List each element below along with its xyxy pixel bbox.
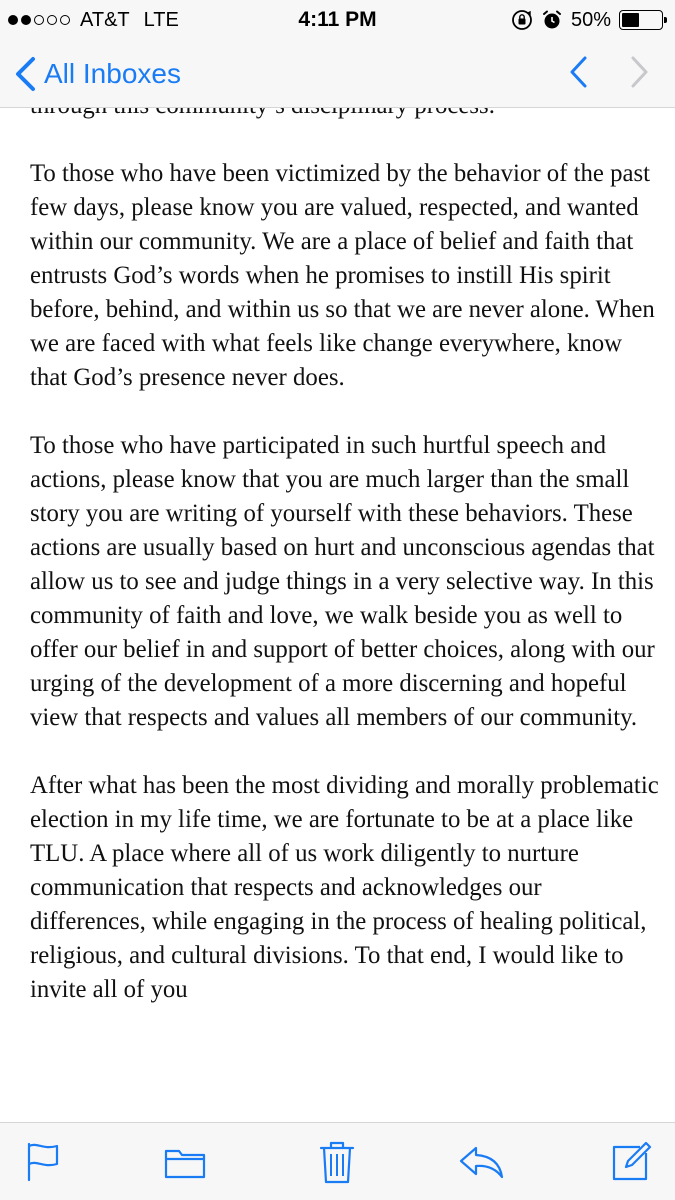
email-paragraph-3: After what has been the most dividing and morally problematic election in my life time, we are fortunate to be at a place like TLU. A place where all of us work diligently to nurture communication that respects and acknowledges our differences, while engaging in the process of healing political, religious, and cultural divisions. To that end, I would like to invite all of you bbox=[30, 772, 659, 1003]
status-bar bbox=[0, 0, 675, 40]
reply-button[interactable] bbox=[456, 1137, 506, 1187]
battery-percent: 50% bbox=[570, 8, 611, 31]
email-body bbox=[0, 108, 675, 1122]
message-navigation bbox=[567, 54, 651, 95]
status-right bbox=[511, 8, 663, 32]
email-content bbox=[30, 89, 660, 1041]
alarm-icon bbox=[541, 9, 563, 31]
compose-icon bbox=[610, 1141, 652, 1183]
compose-button[interactable] bbox=[606, 1137, 656, 1187]
trash-icon bbox=[319, 1140, 355, 1184]
flag-icon bbox=[25, 1142, 61, 1182]
chevron-left-icon bbox=[14, 56, 36, 92]
carrier-name: AT&T bbox=[80, 8, 130, 31]
chevron-up-icon bbox=[567, 54, 589, 90]
back-button-label: All Inboxes bbox=[44, 58, 181, 89]
bottom-toolbar bbox=[0, 1122, 675, 1200]
move-to-folder-button[interactable] bbox=[160, 1137, 210, 1187]
battery-icon bbox=[619, 10, 663, 30]
back-button[interactable] bbox=[14, 54, 181, 94]
nav-bar bbox=[0, 40, 675, 108]
flag-button[interactable] bbox=[18, 1137, 68, 1187]
previous-message-button[interactable] bbox=[567, 54, 589, 95]
trash-button[interactable] bbox=[312, 1137, 362, 1187]
orientation-lock-icon bbox=[511, 9, 533, 31]
battery-fill bbox=[622, 13, 639, 27]
folder-icon bbox=[164, 1145, 206, 1179]
status-time: 4:11 PM bbox=[298, 8, 377, 31]
email-paragraph-2: To those who have participated in such hurtful speech and actions, please know that you are much larger than the small story you are writing of yourself with these behaviors. These actions are usually based on hurt and unconscious agendas that allow us to see and judge things in a very selective way. In this community of faith and love, we walk beside you as well to offer our belief in and support of better choices, along with our urging of the development of a more discerning and hopeful view that respects and values all members of our community. bbox=[30, 432, 655, 731]
next-message-button[interactable] bbox=[629, 54, 651, 95]
email-paragraph-1: To those who have been victimized by the behavior of the past few days, please know you are valued, respected, and wanted within our community. We are a place of belief and faith that entrusts God’s words when he promises to instill His spirit before, behind, and within us so that we are never alone. When we are faced with what feels like change everywhere, know that God’s presence never does. bbox=[30, 160, 655, 391]
reply-icon bbox=[458, 1144, 504, 1180]
network-type: LTE bbox=[143, 8, 179, 31]
chevron-down-icon bbox=[629, 54, 651, 90]
